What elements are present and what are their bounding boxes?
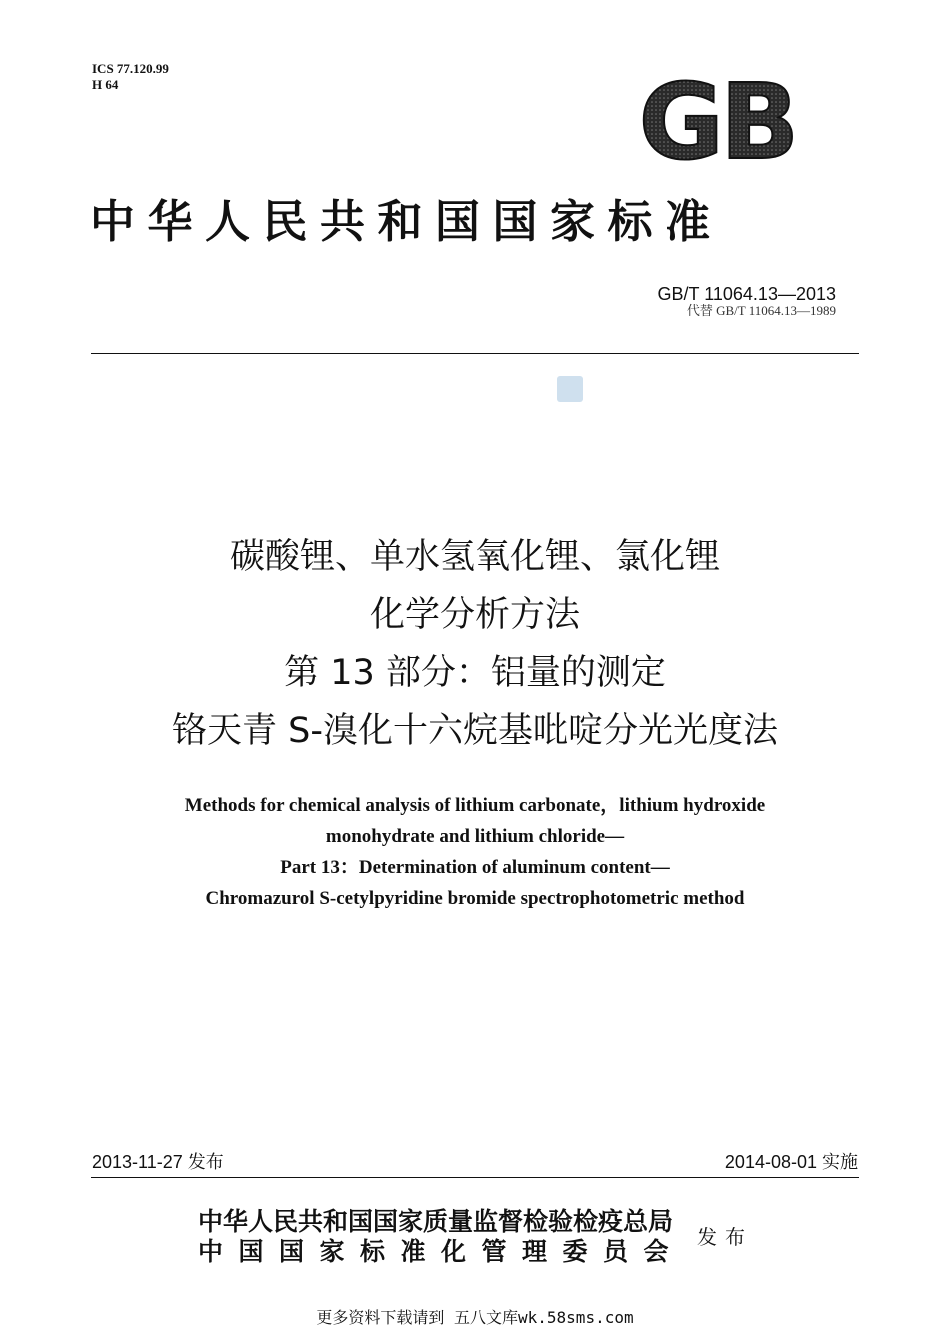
effective-date: 2014-08-01 实施 bbox=[724, 1152, 858, 1172]
issuing-authorities bbox=[198, 1207, 684, 1267]
chinese-title-line-1: 碳酸锂、单水氢氧化锂、氯化锂 bbox=[229, 537, 720, 577]
chinese-title-line-2: 化学分析方法 bbox=[369, 595, 580, 635]
sac-watermark-icon bbox=[557, 376, 583, 402]
gb-logo-text: GB bbox=[638, 72, 796, 170]
top-divider bbox=[91, 353, 859, 354]
chinese-title-line-3: 第 13 部分：铝量的测定 bbox=[284, 653, 666, 693]
english-title bbox=[0, 790, 950, 914]
footer-link-text: 更多资料下载请到 五八文库wk.58sms.com bbox=[316, 1308, 634, 1327]
ics-code: ICS 77.120.99 bbox=[92, 61, 169, 76]
issue-date: 2013-11-27 发布 bbox=[92, 1152, 224, 1172]
classification-codes bbox=[92, 61, 169, 93]
english-title-line-1: Methods for chemical analysis of lithium carbonate，lithium hydroxide bbox=[184, 795, 766, 816]
replaced-standard: 代替 GB/T 11064.13—1989 bbox=[686, 303, 836, 318]
gb-logo bbox=[622, 72, 812, 170]
publish-label: 发布 bbox=[697, 1225, 753, 1249]
chinese-title bbox=[0, 528, 950, 760]
national-standard-title: 中华人民共和国国家标准 bbox=[90, 195, 723, 248]
english-title-line-4: Chromazurol S-cetylpyridine bromide spectrophotometric method bbox=[205, 888, 745, 909]
english-title-line-2: monohydrate and lithium chloride— bbox=[325, 826, 625, 847]
ccs-code: H 64 bbox=[92, 77, 119, 92]
bottom-divider bbox=[91, 1177, 859, 1178]
issuer-sac: 中国国家标准化管理委员会 bbox=[198, 1237, 685, 1266]
issuer-aqsiq: 中华人民共和国国家质量监督检验检疫总局 bbox=[198, 1207, 674, 1236]
english-title-line-3: Part 13：Determination of aluminum content— bbox=[280, 857, 670, 878]
standard-number: GB/T 11064.13—2013 bbox=[657, 284, 836, 304]
chinese-title-line-4: 铬天青 S-溴化十六烷基吡啶分光光度法 bbox=[172, 711, 778, 751]
